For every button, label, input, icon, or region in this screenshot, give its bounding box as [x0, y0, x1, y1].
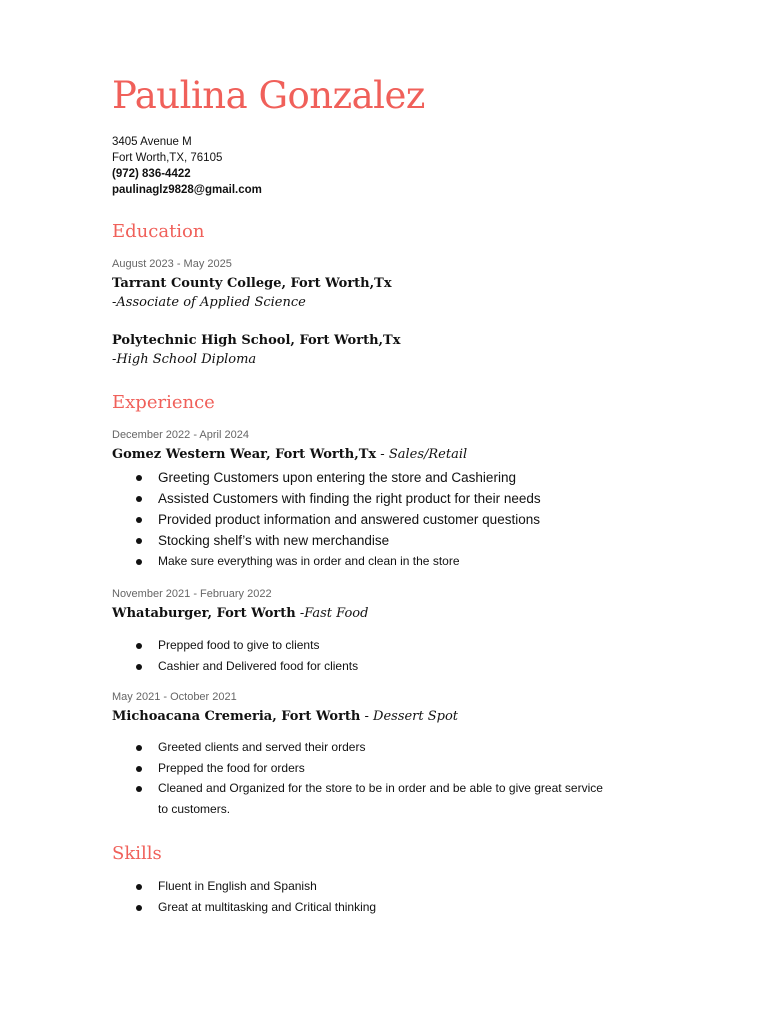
education-degree-1: -Associate of Applied Science [112, 295, 306, 310]
education-school-1: Tarrant County College, Fort Worth,Tx [112, 276, 392, 291]
list-item: Stocking shelf’s with new merchandise [134, 530, 541, 551]
education-date: August 2023 - May 2025 [112, 258, 232, 270]
address-line-2: Fort Worth,TX, 76105 [112, 152, 223, 164]
job-3-title [112, 708, 458, 726]
job-2-role: -Fast Food [295, 606, 369, 621]
list-item: Cashier and Delivered food for clients [134, 656, 358, 677]
list-item: Cleaned and Organized for the store to be in order and be able to give great service to customers. [134, 778, 614, 819]
job-1-bullet-list [134, 467, 541, 572]
education-heading: Education [112, 221, 205, 242]
job-2-bullet-list [134, 635, 358, 676]
job-3-date: May 2021 - October 2021 [112, 691, 237, 703]
job-1-role: - Sales/Retail [376, 447, 468, 462]
job-3-employer: Michoacana Cremeria, Fort Worth [112, 709, 361, 724]
skills-heading: Skills [112, 843, 162, 864]
education-school-2: Polytechnic High School, Fort Worth,Tx [112, 333, 401, 348]
job-2-title [112, 605, 368, 623]
job-1-employer: Gomez Western Wear, Fort Worth,Tx [112, 447, 377, 462]
list-item: Provided product information and answered customer questions [134, 509, 541, 530]
candidate-name: Paulina Gonzalez [112, 74, 425, 117]
job-1-date: December 2022 - April 2024 [112, 429, 249, 441]
contact-block [112, 134, 262, 198]
email-address: paulinaglz9828@gmail.com [112, 184, 262, 196]
list-item: Great at multitasking and Critical thinking [134, 897, 376, 918]
education-degree-2: -High School Diploma [112, 352, 257, 367]
list-item: Prepped the food for orders [134, 758, 614, 779]
list-item: Make sure everything was in order and clean in the store [134, 551, 541, 572]
job-3-role: - Dessert Spot [360, 709, 459, 724]
list-item: Greeted clients and served their orders [134, 737, 614, 758]
skills-bullet-list [134, 876, 376, 917]
experience-heading: Experience [112, 392, 215, 413]
list-item: Greeting Customers upon entering the store and Cashiering [134, 467, 541, 488]
list-item: Prepped food to give to clients [134, 635, 358, 656]
job-2-employer: Whataburger, Fort Worth [112, 606, 296, 621]
list-item: Assisted Customers with finding the right product for their needs [134, 488, 541, 509]
address-line-1: 3405 Avenue M [112, 136, 192, 148]
job-1-title [112, 446, 467, 464]
job-3-bullet-list [134, 737, 614, 819]
phone-number: (972) 836-4422 [112, 168, 191, 180]
list-item: Fluent in English and Spanish [134, 876, 376, 897]
job-2-date: November 2021 - February 2022 [112, 588, 272, 600]
